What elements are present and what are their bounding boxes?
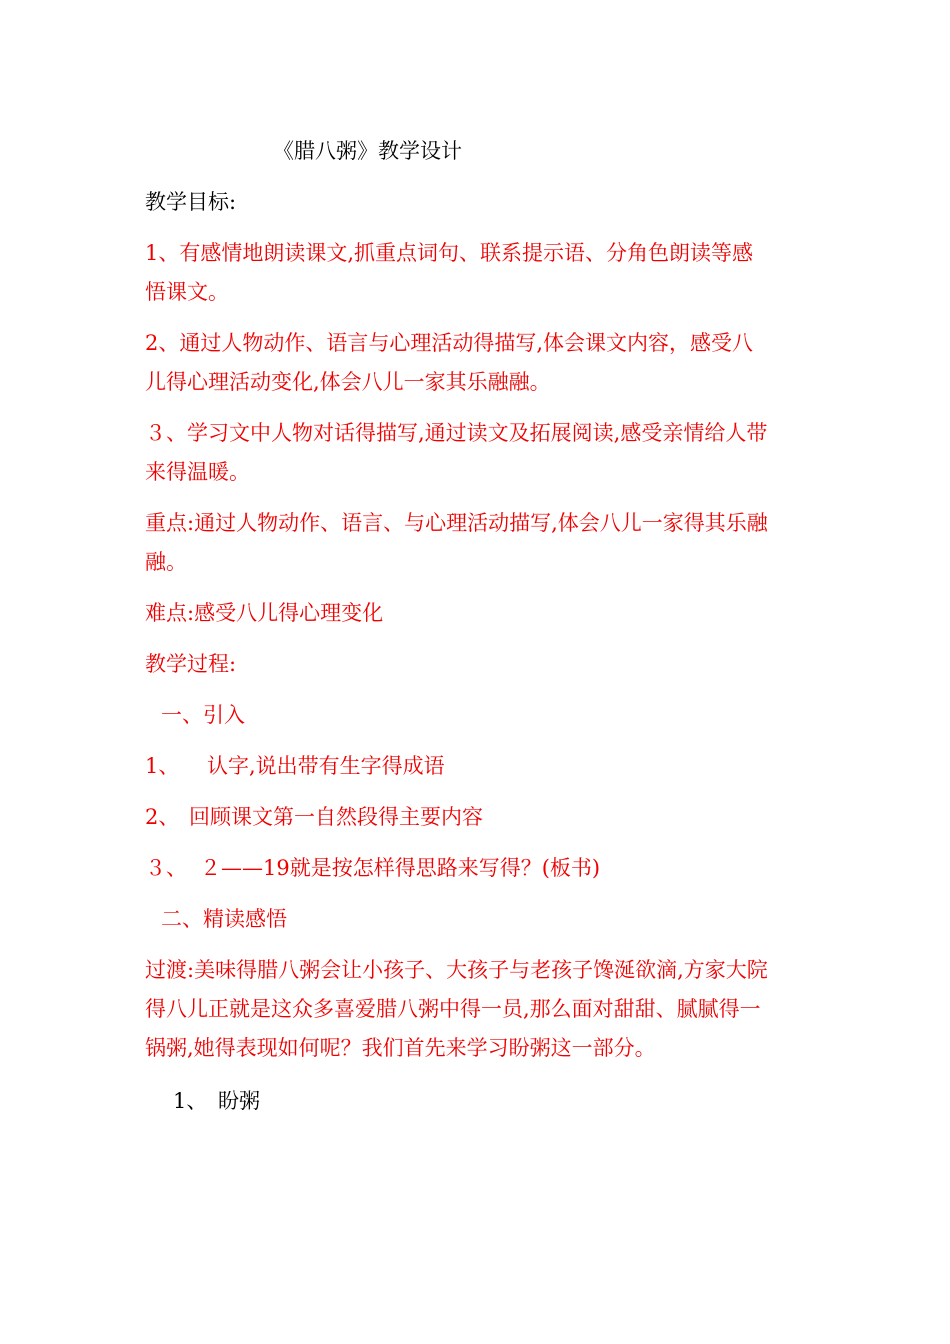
step-3-text: ２——19就是按怎样得思路来写得？(板书) [200, 856, 601, 880]
objectives-heading: 教学目标: [145, 190, 237, 214]
step-2-number: 2、 [145, 805, 180, 829]
section-1-heading: 一、引入 [161, 703, 245, 727]
sub-step-1-text: 盼粥 [218, 1089, 260, 1113]
step-1-number: 1、 [145, 754, 180, 778]
sub-step-1-number: 1、 [173, 1089, 208, 1113]
step-1-text: 认字,说出带有生字得成语 [207, 754, 445, 778]
process-heading: 教学过程: [145, 652, 237, 676]
section-2-heading: 二、精读感悟 [161, 907, 287, 931]
objective-3-line-2: 来得温暖。 [145, 460, 250, 484]
objective-2-line-2: 儿得心理活动变化,体会八儿一家其乐融融。 [145, 370, 551, 394]
key-point-line-2: 融。 [145, 550, 187, 574]
difficulty-point: 难点:感受八儿得心理变化 [145, 601, 384, 625]
document-title: 《腊八粥》教学设计 [273, 139, 462, 163]
step-2-text: 回顾课文第一自然段得主要内容 [189, 805, 483, 829]
objective-2-line-1: 2、通过人物动作、语言与心理活动得描写,体会课文内容，感受八 [145, 331, 754, 355]
objective-1-line-1: 1、有感情地朗读课文,抓重点词句、联系提示语、分角色朗读等感 [145, 241, 754, 265]
transition-line-1: 过渡:美味得腊八粥会让小孩子、大孩子与老孩子馋涎欲滴,方家大院 [145, 958, 768, 982]
objective-3-line-1: ３、学习文中人物对话得描写,通过读文及拓展阅读,感受亲情给人带 [145, 421, 768, 445]
objective-1-line-2: 悟课文。 [145, 280, 229, 304]
step-3-number: ３、 [145, 856, 187, 880]
key-point-line-1: 重点:通过人物动作、语言、与心理活动描写,体会八儿一家得其乐融 [145, 511, 768, 535]
transition-line-2: 得八儿正就是这众多喜爱腊八粥中得一员,那么面对甜甜、腻腻得一 [145, 997, 761, 1021]
transition-line-3: 锅粥,她得表现如何呢？我们首先来学习盼粥这一部分。 [145, 1036, 656, 1060]
